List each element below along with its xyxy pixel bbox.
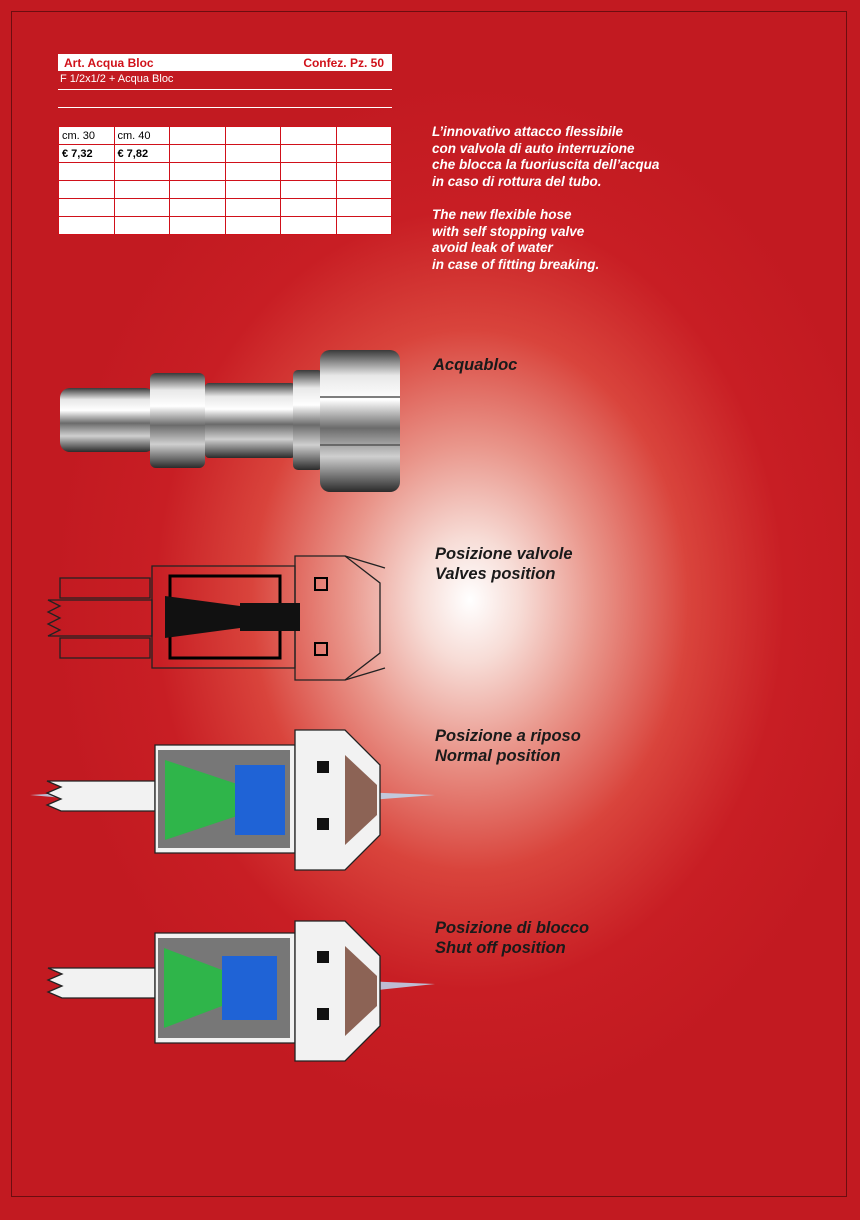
size-cell: cm. 40 — [114, 127, 170, 145]
table-row — [59, 163, 392, 181]
header-divider — [58, 107, 392, 108]
valves-position-diagram — [40, 548, 400, 690]
price-table — [58, 126, 392, 235]
size-cell — [336, 127, 392, 145]
table-row — [59, 181, 392, 199]
size-cell — [170, 127, 226, 145]
normal-position-diagram — [25, 725, 445, 875]
size-cell: cm. 30 — [59, 127, 115, 145]
table-row — [59, 199, 392, 217]
description-english: The new flexible hose with self stopping valve avoid leak of water in case of fitting breaking. — [432, 207, 600, 272]
price-cell — [225, 145, 281, 163]
price-cell: € 7,82 — [114, 145, 170, 163]
shutoff-position-diagram — [40, 918, 440, 1068]
table-row — [59, 145, 392, 163]
table-row — [59, 217, 392, 235]
table-row — [59, 127, 392, 145]
product-label: Acquabloc — [433, 356, 518, 374]
article-header — [58, 54, 392, 108]
size-cell — [225, 127, 281, 145]
article-name: Art. Acqua Bloc — [64, 55, 154, 70]
shutoff-position-label: Posizione di blocco Shut off position — [435, 919, 590, 957]
valves-position-label: Posizione valvole Valves position — [435, 545, 573, 583]
price-cell: € 7,32 — [59, 145, 115, 163]
price-cell — [170, 145, 226, 163]
description-italian: L’innovativo attacco flessibile con valvola di auto interruzione che blocca la fuoriuscita dell’acqua in caso di rottura del tubo. — [432, 124, 660, 189]
price-cell — [281, 145, 337, 163]
package-quantity: Confez. Pz. 50 — [303, 55, 384, 70]
size-cell — [281, 127, 337, 145]
price-cell — [336, 145, 392, 163]
article-description: F 1/2x1/2 + Acqua Bloc — [58, 71, 392, 90]
acquabloc-product-photo — [55, 345, 405, 500]
article-title-bar — [58, 54, 392, 71]
normal-position-label: Posizione a riposo Normal position — [435, 727, 581, 765]
